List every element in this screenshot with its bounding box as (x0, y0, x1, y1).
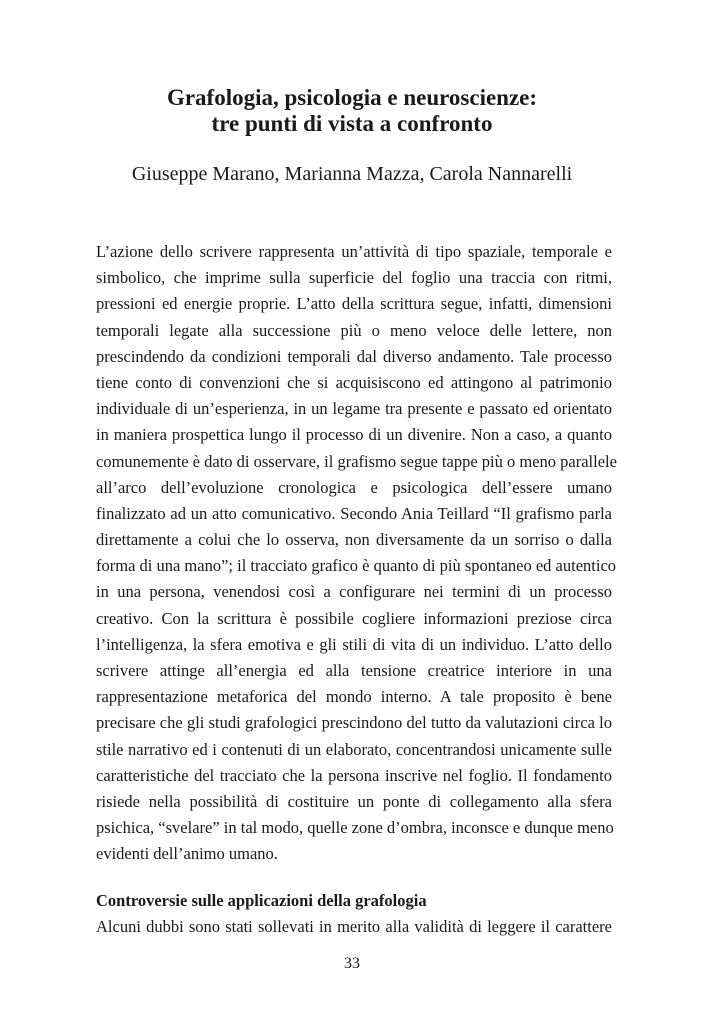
text-line: l’intelligenza, la sfera emotiva e gli stili di vita di un individuo. L’atto dello (96, 634, 612, 654)
text-line: direttamente a colui che lo osserva, non diversamente da un sorriso o dalla (96, 530, 612, 550)
text-line: finalizzato ad un atto comunicativo. Secondo Ania Teillard “Il grafismo parla (96, 503, 612, 523)
text-line: all’arco dell’evoluzione cronologica e psicologica dell’essere umano (96, 477, 612, 497)
text-line: individuale di un’esperienza, in un legame tra presente e passato ed orientato (96, 399, 612, 419)
text-line: forma di una mano”; il tracciato grafico è quanto di più spontaneo ed autentico (96, 556, 617, 576)
authors: Giuseppe Marano, Marianna Mazza, Carola Nannarelli (131, 163, 573, 185)
text-line: Alcuni dubbi sono stati sollevati in merito alla validità di leggere il carattere (96, 917, 612, 936)
text-line: risiede nella possibilità di costituire un ponte di collegamento alla sfera (96, 791, 612, 811)
text-line: pressioni ed energie proprie. L’atto della scrittura segue, infatti, dimensioni (96, 294, 612, 314)
article-title-line-2: tre punti di vista a confronto (211, 111, 493, 136)
text-line: rappresentazione metaforica del mondo interno. A tale proposito è bene (96, 687, 612, 707)
text-line: psichica, “svelare” in tal modo, quelle zone d’ombra, inconsce e dunque meno (96, 818, 614, 838)
text-line: temporali legate alla successione più o meno veloce delle lettere, non (96, 320, 612, 340)
text-line: prescindendo da condizioni temporali dal diverso andamento. Tale processo (96, 346, 612, 366)
article-title-line-1: Grafologia, psicologia e neuroscienze: (166, 85, 538, 110)
text-line: in una persona, venendosi così a configurare nei termini di un processo (96, 582, 612, 602)
page-number: 33 (344, 955, 360, 972)
body-paragraph-1 (96, 239, 617, 868)
text-line: precisare che gli studi grafologici prescindono del tutto da valutazioni circa lo (96, 713, 612, 733)
text-line: simbolico, che imprime sulla superficie del foglio una traccia con ritmi, (96, 268, 612, 288)
body-paragraph-2 (96, 914, 612, 940)
text-line: creativo. Con la scrittura è possibile cogliere informazioni preziose circa (96, 608, 612, 628)
text-line: evidenti dell’animo umano. (96, 844, 278, 864)
text-line: L’azione dello scrivere rappresenta un’attività di tipo spaziale, temporale e (96, 242, 612, 261)
text-line: in maniera prospettica lungo il processo di un divenire. Non a caso, a quanto (96, 425, 612, 445)
text-line: caratteristiche del tracciato che la persona inscrive nel foglio. Il fondamento (96, 765, 612, 785)
text-line: tiene conto di convenzioni che si acquisiscono ed attingono al patrimonio (96, 372, 612, 392)
section-heading: Controversie sulle applicazioni della grafologia (96, 891, 427, 910)
text-line: stile narrativo ed i contenuti di un elaborato, concentrandosi unicamente sulle (96, 739, 612, 759)
text-line: scrivere attinge all’energia ed alla tensione creatrice interiore in una (96, 661, 612, 680)
text-line: comunemente è dato di osservare, il grafismo segue tappe più o meno parallele (96, 451, 617, 471)
